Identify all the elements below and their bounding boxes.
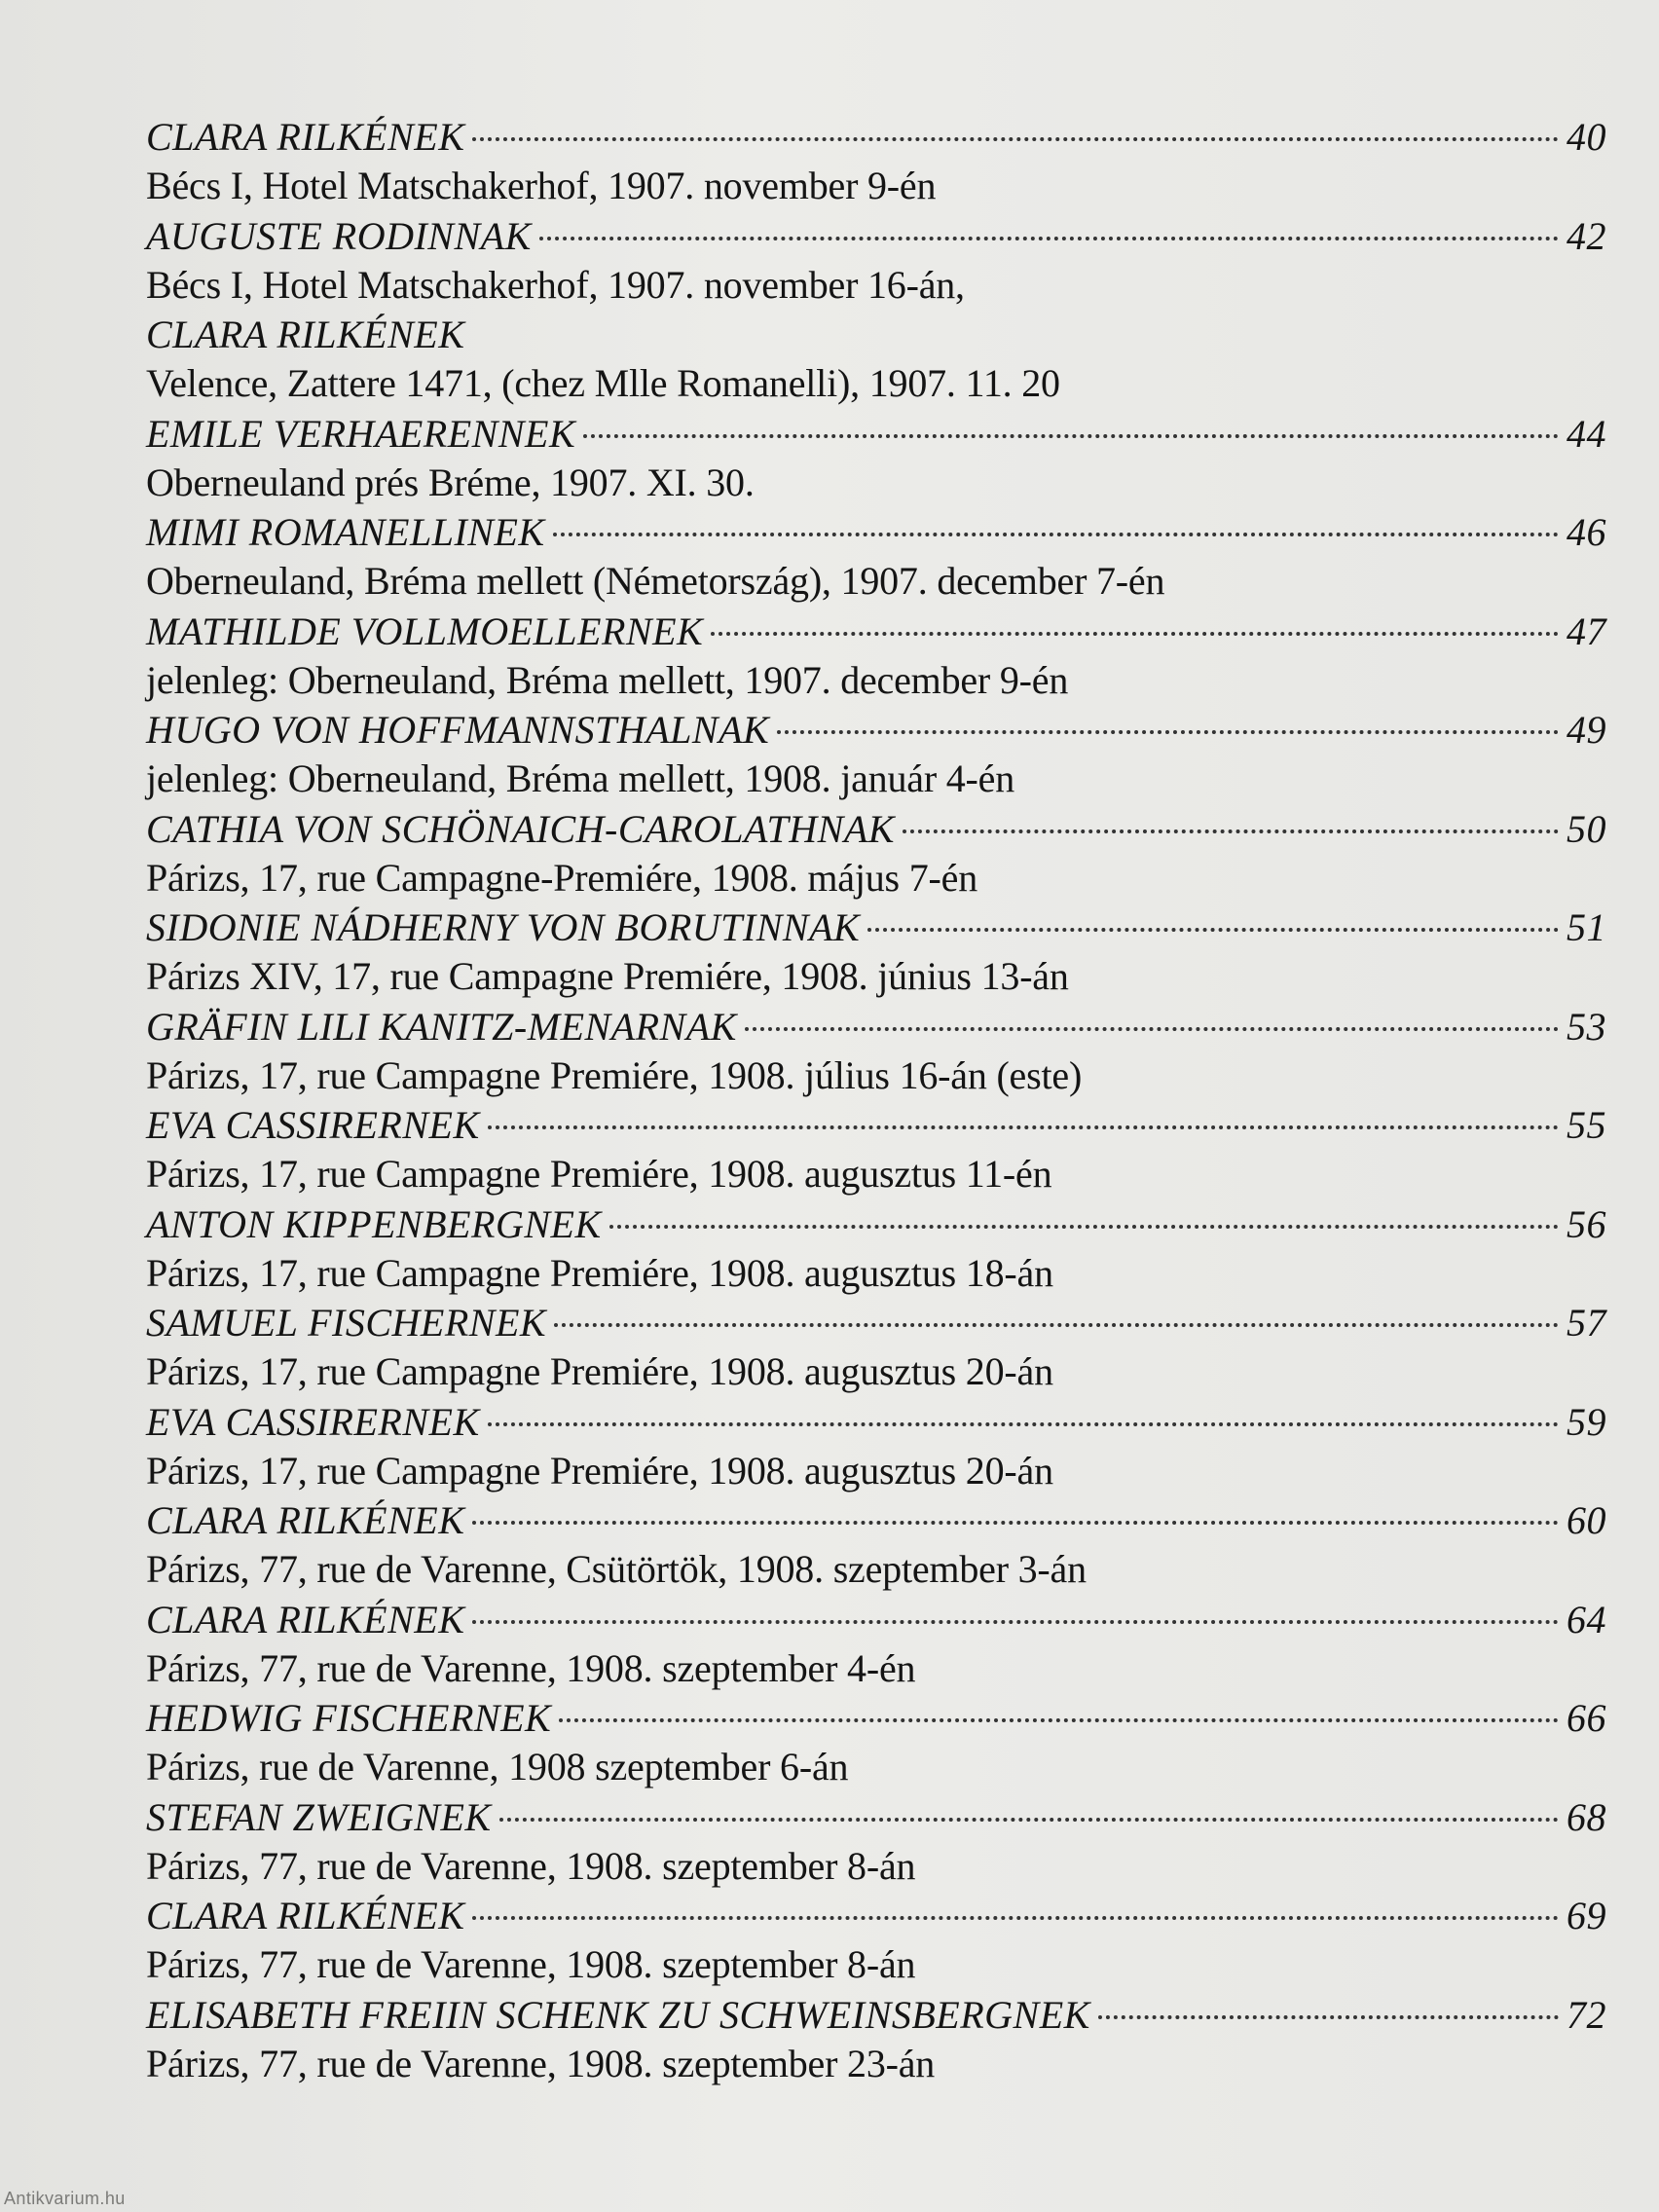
page-number: 47	[1567, 608, 1606, 653]
dot-leader	[903, 830, 1559, 833]
dot-leader	[554, 1323, 1559, 1327]
recipient-title: HEDWIG FISCHERNEK	[146, 1696, 552, 1740]
page-number: 49	[1567, 708, 1606, 752]
dot-leader	[745, 1027, 1559, 1031]
recipient-title: ELISABETH FREIIN SCHENK ZU SCHWEINSBERGNEK	[146, 1992, 1090, 2037]
recipient-title: HUGO VON HOFFMANNSTHALNAK	[146, 708, 770, 752]
toc-title-row	[146, 508, 1606, 557]
toc-entry	[146, 212, 1606, 312]
recipient-title: GRÄFIN LILI KANITZ-MENARNAK	[146, 1004, 737, 1049]
toc-entry	[146, 1200, 1606, 1300]
letter-place-date: Bécs I, Hotel Matschakerhof, 1907. november 9-én	[146, 164, 937, 207]
recipient-title: AUGUSTE RODINNAK	[146, 213, 532, 258]
page-number: 55	[1567, 1103, 1606, 1147]
recipient-title: MATHILDE VOLLMOELLERNEK	[146, 608, 704, 653]
page-number: 46	[1567, 510, 1606, 554]
toc-entry	[146, 1793, 1606, 1893]
recipient-title: STEFAN ZWEIGNEK	[146, 1794, 492, 1839]
dot-leader	[559, 1718, 1559, 1722]
page-number: 72	[1567, 1992, 1606, 2037]
toc-title-row	[146, 608, 1606, 656]
recipient-title: ANTON KIPPENBERGNEK	[146, 1201, 602, 1246]
recipient-title: MIMI ROMANELLINEK	[146, 510, 545, 554]
recipient-title: CLARA RILKÉNEK	[146, 1498, 465, 1542]
letter-place-date: Velence, Zattere 1471, (chez Mlle Romanelli), 1907. 11. 20	[146, 361, 1060, 405]
dot-leader	[488, 1125, 1559, 1129]
page-number: 69	[1567, 1894, 1606, 1937]
toc-entry	[146, 1991, 1606, 2090]
toc-entry	[146, 1003, 1606, 1102]
recipient-title: CLARA RILKÉNEK	[146, 1894, 465, 1937]
dot-leader	[609, 1225, 1559, 1229]
letter-place-date: Párizs, rue de Varenne, 1908 szeptember 6-án	[146, 1745, 849, 1788]
toc-title-row	[146, 212, 1606, 261]
dot-leader	[583, 434, 1559, 438]
dot-leader	[553, 533, 1559, 536]
page-number: 56	[1567, 1201, 1606, 1246]
page-number: 44	[1567, 411, 1606, 456]
dot-leader	[472, 1916, 1559, 1920]
toc-entry	[146, 410, 1606, 509]
toc-entry	[146, 1496, 1606, 1596]
toc-title-row	[146, 410, 1606, 459]
recipient-title: SIDONIE NÁDHERNY VON BORUTINNAK	[146, 905, 861, 949]
toc-title-row	[146, 706, 1606, 755]
letter-place-date: Bécs I, Hotel Matschakerhof, 1907. november 16-án,	[146, 262, 965, 307]
letter-place-date: Párizs, 77, rue de Varenne, 1908. szeptember 4-én	[146, 1645, 916, 1690]
toc-entry	[146, 1892, 1606, 1991]
page-number: 59	[1567, 1399, 1606, 1444]
dot-leader	[499, 1818, 1559, 1822]
toc-entry	[146, 1694, 1606, 1793]
toc-title-row	[146, 1299, 1606, 1347]
toc-title-row	[146, 1101, 1606, 1150]
toc-entry	[146, 805, 1606, 904]
page-number: 50	[1567, 806, 1606, 851]
toc-entry	[146, 706, 1606, 805]
letter-place-date: Párizs, 77, rue de Varenne, Csütörtök, 1908. szeptember 3-án	[146, 1547, 1087, 1591]
page-number: 40	[1567, 115, 1606, 159]
dot-leader	[711, 632, 1559, 636]
page-number: 51	[1567, 905, 1606, 949]
letter-place-date: Párizs, 17, rue Campagne-Premiére, 1908. május 7-én	[146, 855, 977, 900]
letter-place-date: Párizs XIV, 17, rue Campagne Premiére, 1908. június 13-án	[146, 954, 1069, 998]
dot-leader	[867, 928, 1559, 932]
toc-title-row	[146, 1398, 1606, 1447]
toc-title-row	[146, 113, 1606, 162]
dot-leader	[1098, 2015, 1559, 2019]
page-number: 66	[1567, 1696, 1606, 1740]
toc-entry	[146, 311, 1606, 410]
toc-entry	[146, 1101, 1606, 1200]
toc-title-row	[146, 1003, 1606, 1051]
letter-place-date: Párizs, 17, rue Campagne Premiére, 1908. augusztus 11-én	[146, 1152, 1052, 1196]
recipient-title: CLARA RILKÉNEK	[146, 313, 465, 356]
letter-place-date: Párizs, 77, rue de Varenne, 1908. szeptember 8-án	[146, 1843, 916, 1888]
page-number: 64	[1567, 1597, 1606, 1641]
toc-entry	[146, 508, 1606, 608]
recipient-title: SAMUEL FISCHERNEK	[146, 1301, 547, 1345]
dot-leader	[472, 1521, 1559, 1525]
toc-entry	[146, 113, 1606, 212]
table-of-contents	[146, 113, 1606, 2089]
toc-title-row	[146, 1200, 1606, 1249]
toc-entry	[146, 1299, 1606, 1398]
recipient-title: EVA CASSIRERNEK	[146, 1399, 480, 1444]
page-number: 68	[1567, 1794, 1606, 1839]
dot-leader	[539, 237, 1559, 240]
toc-title-row	[146, 1596, 1606, 1644]
dot-leader	[472, 137, 1559, 141]
toc-entry	[146, 903, 1606, 1003]
page-number: 57	[1567, 1301, 1606, 1345]
toc-entry	[146, 1398, 1606, 1497]
toc-title-row	[146, 1892, 1606, 1940]
toc-title-row	[146, 1496, 1606, 1545]
page-number: 42	[1567, 213, 1606, 258]
toc-entry	[146, 608, 1606, 707]
recipient-title: CLARA RILKÉNEK	[146, 1597, 465, 1641]
toc-title-row	[146, 903, 1606, 952]
letter-place-date: Párizs, 17, rue Campagne Premiére, 1908. augusztus 18-án	[146, 1250, 1053, 1295]
recipient-title: EMILE VERHAERENNEK	[146, 411, 576, 456]
recipient-title: CATHIA VON SCHÖNAICH-CAROLATHNAK	[146, 806, 895, 851]
letter-place-date: jelenleg: Oberneuland, Bréma mellett, 1908. január 4-én	[146, 756, 1015, 800]
dot-leader	[777, 730, 1559, 734]
toc-title-row	[146, 805, 1606, 854]
dot-leader	[488, 1422, 1559, 1426]
letter-place-date: Párizs, 17, rue Campagne Premiére, 1908. augusztus 20-án	[146, 1349, 1053, 1393]
letter-place-date: Oberneuland prés Bréme, 1907. XI. 30.	[146, 460, 755, 504]
toc-title-row	[146, 1793, 1606, 1842]
toc-title-row	[146, 1694, 1606, 1743]
letter-place-date: Párizs, 17, rue Campagne Premiére, 1908. augusztus 20-án	[146, 1448, 1053, 1493]
recipient-title: EVA CASSIRERNEK	[146, 1103, 480, 1147]
dot-leader	[472, 1620, 1559, 1624]
toc-title-row	[146, 311, 1606, 359]
recipient-title: CLARA RILKÉNEK	[146, 115, 465, 159]
letter-place-date: Oberneuland, Bréma mellett (Németország), 1907. december 7-én	[146, 559, 1165, 603]
page-number: 53	[1567, 1004, 1606, 1049]
letter-place-date: Párizs, 17, rue Campagne Premiére, 1908. július 16-án (este)	[146, 1052, 1083, 1097]
toc-entry	[146, 1596, 1606, 1695]
watermark: Antikvarium.hu	[4, 2189, 126, 2208]
toc-title-row	[146, 1991, 1606, 2040]
letter-place-date: jelenleg: Oberneuland, Bréma mellett, 1907. december 9-én	[146, 657, 1069, 702]
letter-place-date: Párizs, 77, rue de Varenne, 1908. szeptember 8-án	[146, 1942, 916, 1986]
page-number: 60	[1567, 1498, 1606, 1542]
letter-place-date: Párizs, 77, rue de Varenne, 1908. szeptember 23-án	[146, 2041, 936, 2085]
